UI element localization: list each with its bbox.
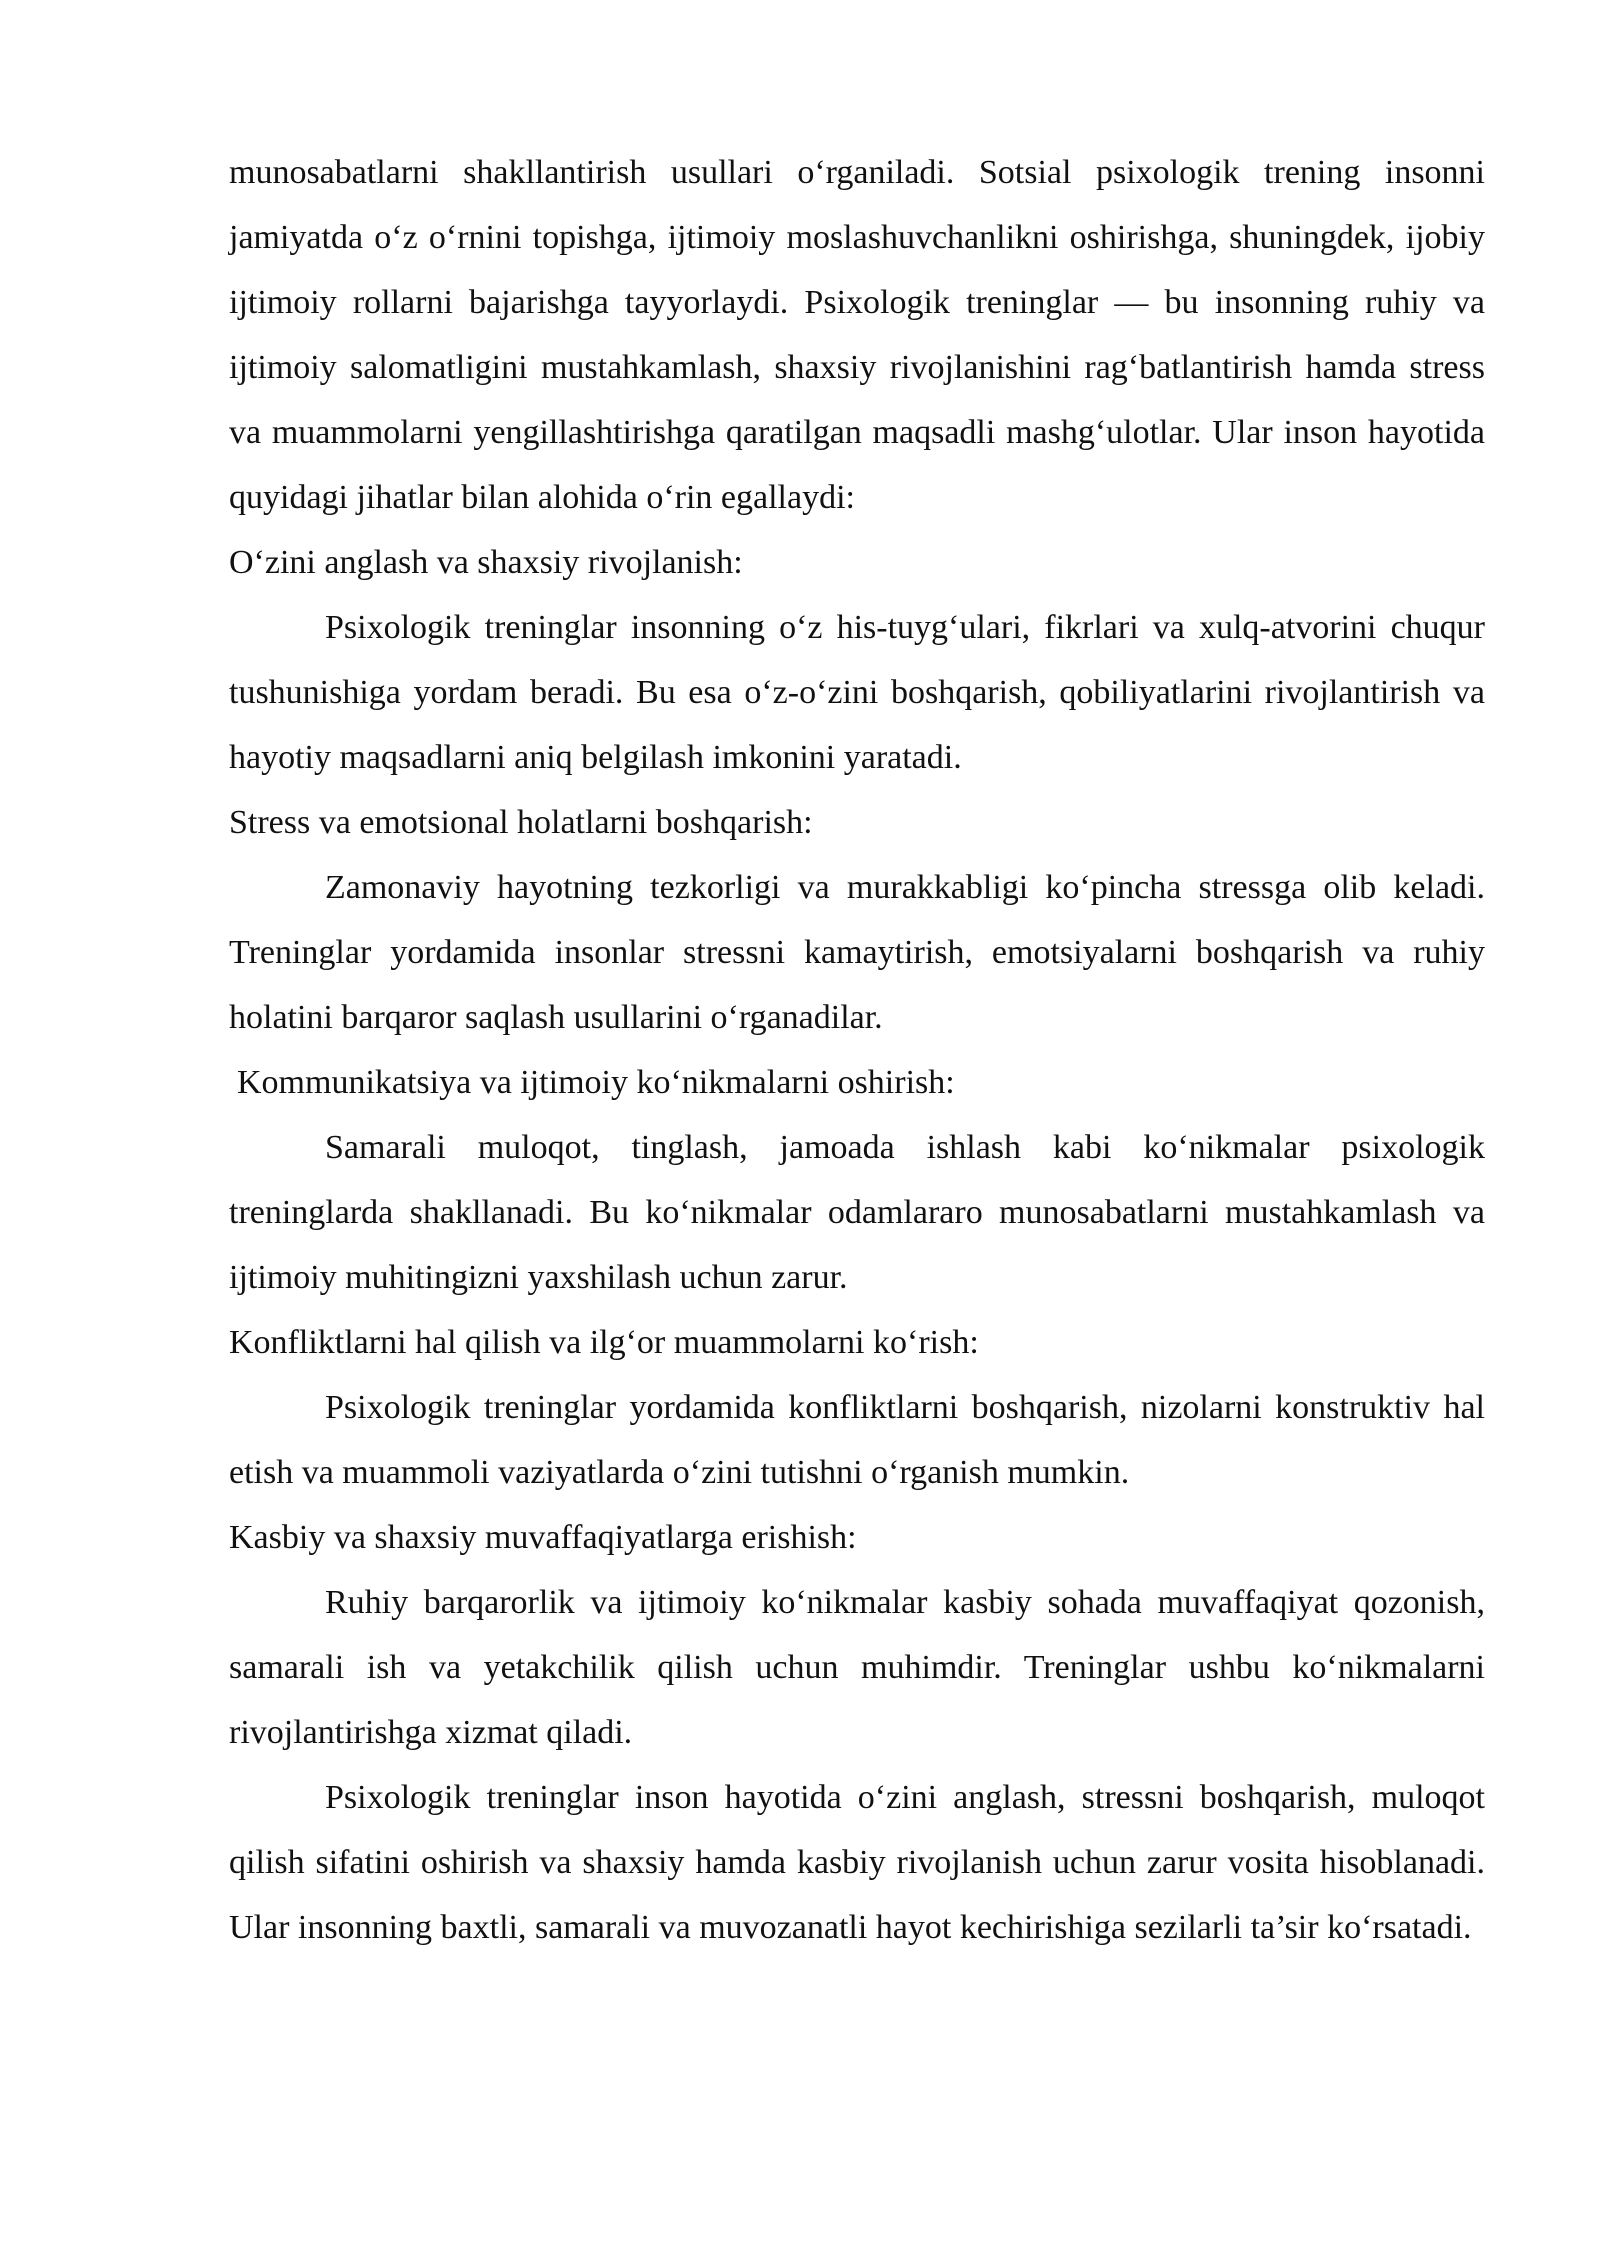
document-body xyxy=(229,140,1485,1960)
paragraph-communication-skills: Samarali muloqot, tinglash, jamoada ishlash kabi ko‘nikmalar psixologik treninglarda shakllanadi. Bu ko‘nikmalar odamlararo munosabatlarni mustahkamlash va ijtimoiy muhitingizni yaxshilash uchun zarur. xyxy=(229,1129,1485,1296)
heading-conflict-resolution: Konfliktlarni hal qilish va ilg‘or muammolarni ko‘rish: xyxy=(229,1324,979,1361)
paragraph-self-awareness: Psixologik treninglar insonning o‘z his-tuyg‘ulari, fikrlari va xulq-atvorini chuqur tushunishiga yordam beradi. Bu esa o‘z-o‘zini boshqarish, qobiliyatlarini rivojlantirish va hayotiy maqsadlarni aniq belgilash imkonini yaratadi. xyxy=(229,609,1485,776)
paragraph-conflict-resolution: Psixologik treninglar yordamida konfliktlarni boshqarish, nizolarni konstruktiv hal etish va muammoli vaziyatlarda o‘zini tutishni o‘rganish mumkin. xyxy=(229,1389,1485,1491)
paragraph-stress-management: Zamonaviy hayotning tezkorligi va murakkabligi ko‘pincha stressga olib keladi. Treninglar yordamida insonlar stressni kamaytirish, emotsiyalarni boshqarish va ruhiy holatini barqaror saqlash usullarini o‘rganadilar. xyxy=(229,869,1485,1036)
paragraph-intro: munosabatlarni shakllantirish usullari o‘rganiladi. Sotsial psixologik trening insonni jamiyatda o‘z o‘rnini topishga, ijtimoiy moslashuvchanlikni oshirishga, shuningdek, ijobiy ijtimoiy rollarni bajarishga tayyorlaydi. Psixologik treninglar — bu insonning ruhiy va ijtimoiy salomatligini mustahkamlash, shaxsiy rivojlanishini rag‘batlantirish hamda stress va muammolarni yengillashtirishga qaratilgan maqsadli mashg‘ulotlar. Ular inson hayotida quyidagi jihatlar bilan alohida o‘rin egallaydi: xyxy=(229,154,1485,516)
heading-professional-success: Kasbiy va shaxsiy muvaffaqiyatlarga erishish: xyxy=(229,1519,857,1556)
heading-self-awareness: O‘zini anglash va shaxsiy rivojlanish: xyxy=(229,544,743,581)
paragraph-professional-success: Ruhiy barqarorlik va ijtimoiy ko‘nikmalar kasbiy sohada muvaffaqiyat qozonish, samarali ish va yetakchilik qilish uchun muhimdir. Treninglar ushbu ko‘nikmalarni rivojlantirishga xizmat qiladi. xyxy=(229,1584,1485,1751)
heading-communication-skills: Kommunikatsiya va ijtimoiy ko‘nikmalarni oshirish: xyxy=(237,1064,955,1101)
paragraph-conclusion: Psixologik treninglar inson hayotida o‘zini anglash, stressni boshqarish, muloqot qilish sifatini oshirish va shaxsiy hamda kasbiy rivojlanish uchun zarur vosita hisoblanadi. Ular insonning baxtli, samarali va muvozanatli hayot kechirishiga sezilarli ta’sir ko‘rsatadi. xyxy=(229,1779,1485,1946)
heading-stress-management: Stress va emotsional holatlarni boshqarish: xyxy=(229,804,813,841)
